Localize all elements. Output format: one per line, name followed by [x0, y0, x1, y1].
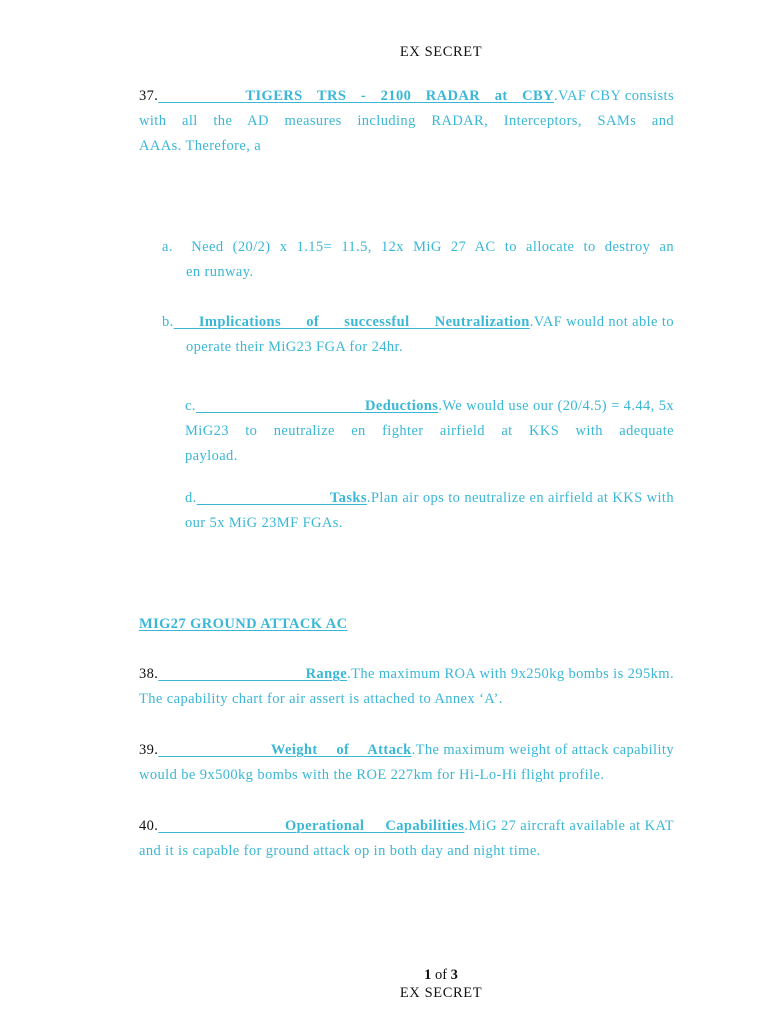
sub-line1-tail: VAF would not able to [533, 314, 674, 330]
sub-line: our 5x MiG 23MF FGAs. [185, 515, 343, 531]
para-number: 37. [139, 88, 159, 104]
classification-header: EX SECRET [399, 44, 483, 60]
para-line1-tail: The maximum weight of attack capability [415, 742, 674, 758]
para-line: The capability chart for air assert is attached to Annex ‘A’. [139, 691, 503, 707]
sub-marker: a. [162, 239, 173, 255]
subparagraph-b [162, 310, 674, 360]
heading-suffix: . [411, 742, 416, 758]
subparagraph-a [162, 235, 674, 285]
heading-suffix: . [464, 818, 469, 834]
para-line: and it is capable for ground attack op in both day and night time. [139, 843, 541, 859]
classification-footer: EX SECRET [399, 985, 483, 1001]
sub-heading: Tasks [329, 490, 367, 506]
paragraph-38 [139, 662, 674, 712]
sub-line: en runway. [186, 264, 254, 280]
page-of: of [431, 967, 451, 983]
para-line1-tail: MiG 27 aircraft available at KAT [468, 818, 674, 834]
para-number: 38. [139, 666, 159, 682]
para-number: 39. [139, 742, 159, 758]
para-heading: Operational Capabilities [284, 818, 465, 834]
para-line1-tail: VAF CBY consists [558, 88, 674, 104]
paragraph-37 [139, 84, 674, 159]
paragraph-40 [139, 814, 674, 864]
heading-suffix: . [366, 490, 371, 506]
heading-suffix: . [553, 88, 558, 104]
heading-suffix: . [438, 398, 443, 414]
sub-heading: Implications of successful Neutralization [198, 314, 530, 330]
sub-line1-tail: Plan air ops to neutralize en airfield at KKS with [370, 490, 674, 506]
sub-line: operate their MiG23 FGA for 24hr. [186, 339, 403, 355]
para-line: would be 9x500kg bombs with the ROE 227km for Hi-Lo-Hi flight profile. [139, 767, 605, 783]
subparagraph-d [185, 486, 674, 536]
para-line: AAAs. Therefore, a [139, 138, 262, 154]
page-current: 1 [424, 967, 432, 983]
sub-heading: Deductions [365, 398, 439, 414]
sub-marker: c. [185, 398, 196, 414]
sub-line: MiG23 to neutralize en fighter airfield at KKS with adequate [185, 423, 674, 439]
page-total: 3 [450, 967, 458, 983]
sub-line1-tail: We would use our (20/4.5) = 4.44, 5x [442, 398, 674, 414]
sub-marker: d. [185, 490, 197, 506]
page-number [0, 967, 768, 984]
para-line1-tail: The maximum ROA with 9x250kg bombs is 295km. [351, 666, 674, 682]
heading-suffix: . [347, 666, 352, 682]
para-heading: TIGERS TRS - 2100 RADAR at CBY [245, 88, 554, 104]
section-heading: MIG27 GROUND ATTACK AC [139, 616, 348, 632]
subparagraph-c [185, 394, 674, 469]
paragraph-39 [139, 738, 674, 788]
para-heading: Range [305, 666, 348, 682]
heading-suffix: . [529, 314, 534, 330]
sub-line: Need (20/2) x 1.15= 11.5, 12x MiG 27 AC to allocate to destroy an [191, 239, 674, 255]
para-line: with all the AD measures including RADAR, Interceptors, SAMs and [139, 113, 674, 129]
sub-line: payload. [185, 448, 238, 464]
para-heading: Weight of Attack [270, 742, 412, 758]
sub-marker: b. [162, 314, 174, 330]
para-number: 40. [139, 818, 159, 834]
